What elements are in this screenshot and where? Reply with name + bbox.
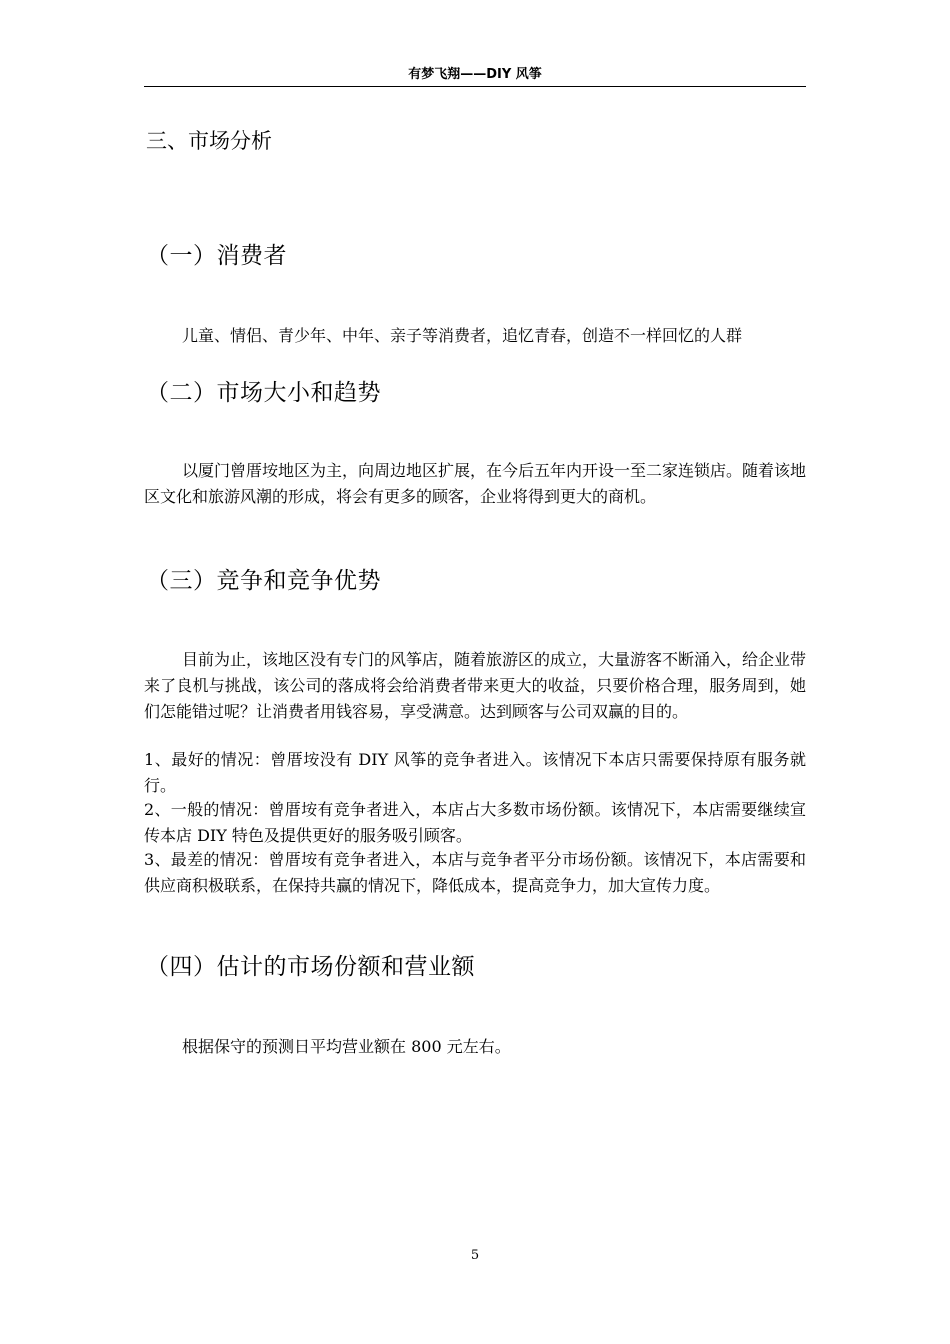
page-number: 5 <box>470 1248 480 1263</box>
paragraph-consumers: 儿童、情侣、青少年、中年、亲子等消费者，追忆青春，创造不一样回忆的人群 <box>182 326 743 345</box>
section-title: 三、市场分析 <box>146 129 272 153</box>
list-item-normal-case: 2、一般的情况：曾厝垵有竞争者进入，本店占大多数市场份额。该情况下，本店需要继续宣传本店 DIY 特色及提供更好的服务吸引顾客。 <box>144 800 806 845</box>
paragraph-competition: 目前为止，该地区没有专门的风筝店，随着旅游区的成立，大量游客不断涌入，给企业带来了良机与挑战，该公司的落成将会给消费者带来更大的收益，只要价格合理，服务周到，她们怎能错过呢？让消费者用钱容易，享受满意。达到顾客与公司双赢的目的。 <box>144 650 807 721</box>
header-rule <box>144 86 806 87</box>
subsection-title-market-size: （二）市场大小和趋势 <box>146 380 381 406</box>
running-header: 有梦飞翔——DIY 风筝 <box>408 67 542 82</box>
subsection-title-consumers: （一）消费者 <box>146 243 287 269</box>
list-item-best-case: 1、最好的情况：曾厝垵没有 DIY 风筝的竞争者进入。该情况下本店只需要保持原有服务就行。 <box>144 750 806 795</box>
paragraph-market-share: 根据保守的预测日平均营业额在 800 元左右。 <box>182 1037 511 1056</box>
subsection-title-market-share: （四）估计的市场份额和营业额 <box>146 954 475 980</box>
list-item-worst-case: 3、最差的情况：曾厝垵有竞争者进入，本店与竞争者平分市场份额。该情况下，本店需要和供应商积极联系，在保持共赢的情况下，降低成本，提高竞争力，加大宣传力度。 <box>144 850 806 895</box>
subsection-title-competition: （三）竞争和竞争优势 <box>146 568 381 594</box>
paragraph-market-size: 以厦门曾厝垵地区为主，向周边地区扩展，在今后五年内开设一至二家连锁店。随着该地区文化和旅游风潮的形成，将会有更多的顾客，企业将得到更大的商机。 <box>144 461 807 506</box>
